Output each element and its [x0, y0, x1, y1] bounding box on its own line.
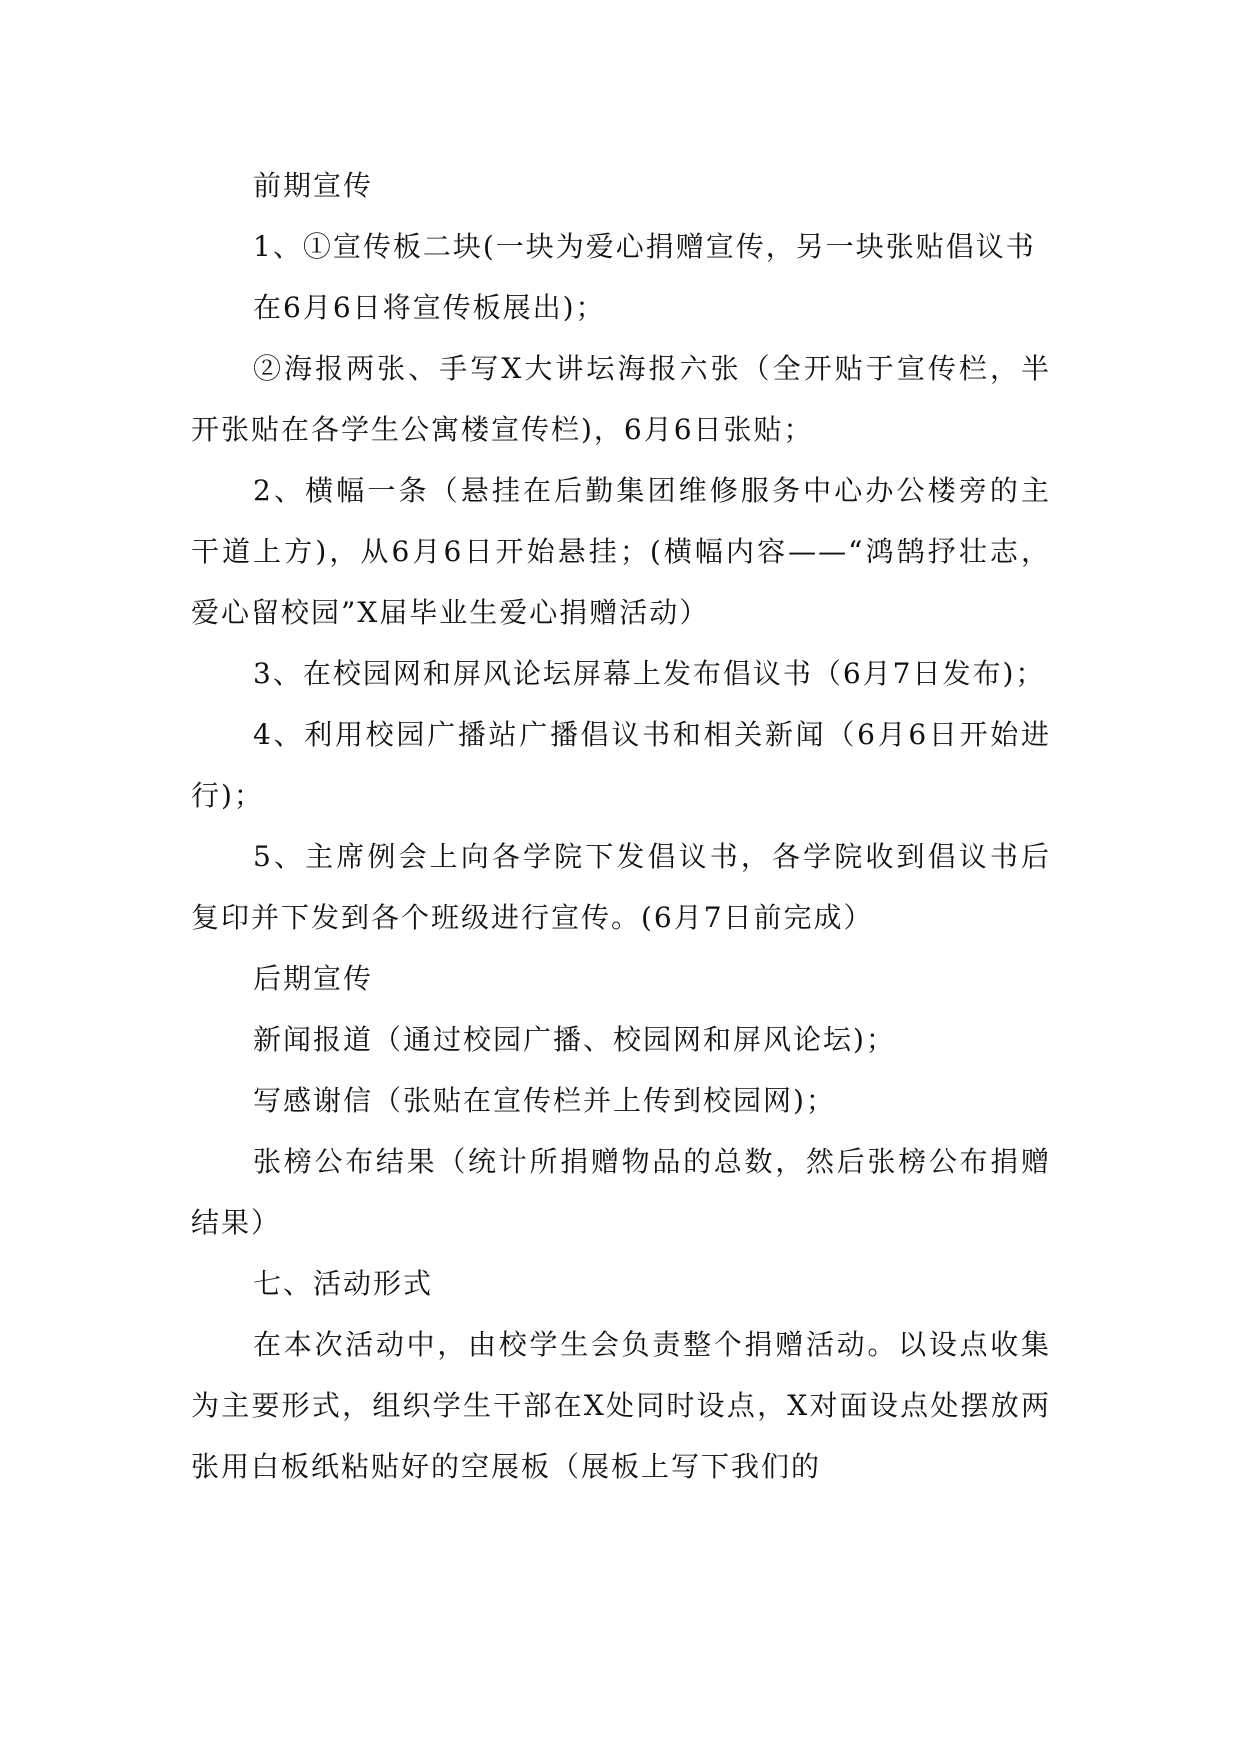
paragraph-item-1: 1、①宣传板二块(一块为爱心捐赠宣传，另一块张贴倡议书 [253, 230, 1036, 263]
paragraph-item-2: 2、横幅一条（悬挂在后勤集团维修服务中心办公楼旁的主干道上方)，从6月6日开始悬挂；(横幅内容——“鸿鹄抒壮志，爱心留校园”X届毕业生爱心捐赠活动） [191, 474, 1051, 629]
paragraph-thank-you-letter: 写感谢信（张贴在宣传栏并上传到校园网)； [253, 1084, 836, 1117]
heading-early-publicity: 前期宣传 [253, 169, 374, 202]
paragraph-news-report: 新闻报道（通过校园广播、校园网和屏风论坛)； [253, 1023, 896, 1056]
paragraph-activity-description: 在本次活动中，由校学生会负责整个捐赠活动。以设点收集为主要形式，组织学生干部在X处同时设点，X对面设点处摆放两张用白板纸粘贴好的空展板（展板上写下我们的 [191, 1328, 1051, 1483]
paragraph-item-5: 5、主席例会上向各学院下发倡议书，各学院收到倡议书后复印并下发到各个班级进行宣传。(6月7日前完成） [191, 840, 1051, 934]
paragraph-item-3: 3、在校园网和屏风论坛屏幕上发布倡议书（6月7日发布)； [253, 657, 1046, 690]
document-body [191, 155, 1051, 1497]
paragraph-item-1-continued: 在6月6日将宣传板展出)； [253, 291, 606, 324]
heading-later-publicity: 后期宣传 [253, 962, 374, 995]
heading-activity-form: 七、活动形式 [253, 1267, 434, 1300]
paragraph-publish-results: 张榜公布结果（统计所捐赠物品的总数，然后张榜公布捐赠结果） [191, 1145, 1051, 1239]
paragraph-item-1-posters: ②海报两张、手写X大讲坛海报六张（全开贴于宣传栏，半开张贴在各学生公寓楼宣传栏)，6月6日张贴； [191, 352, 1051, 446]
paragraph-item-4: 4、利用校园广播站广播倡议书和相关新闻（6月6日开始进行)； [191, 718, 1051, 812]
